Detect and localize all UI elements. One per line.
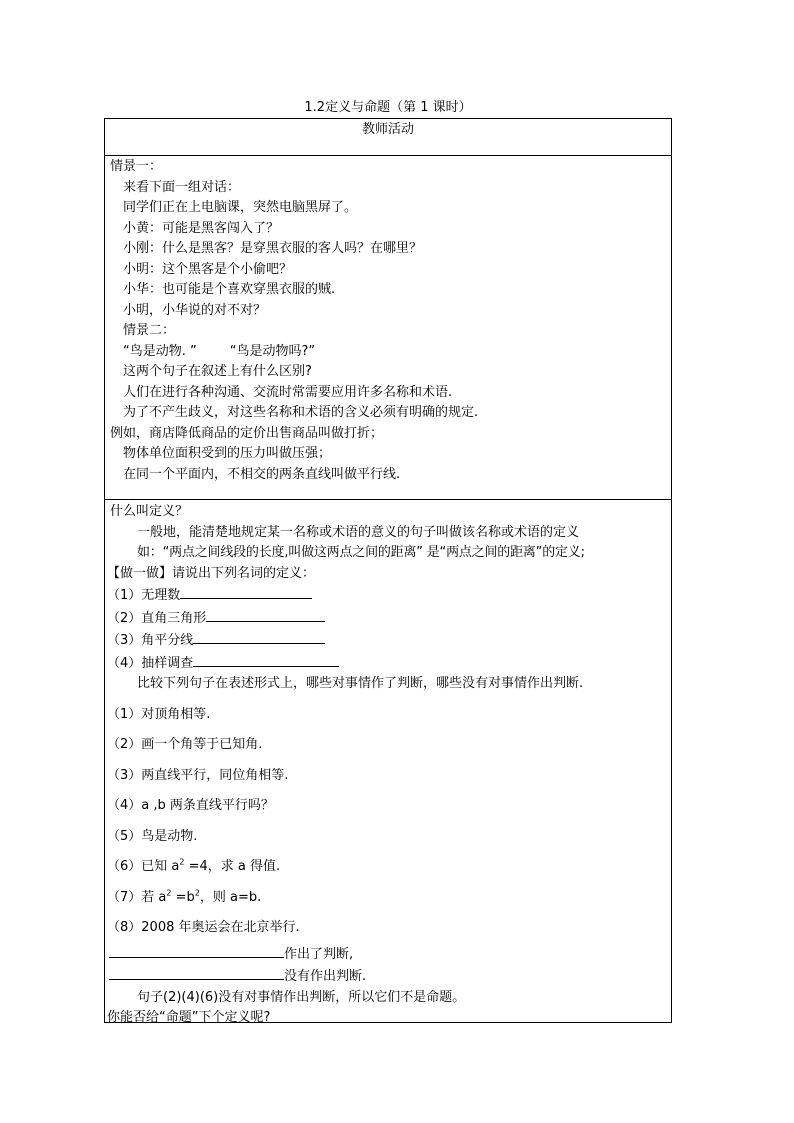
judged-line — [105, 943, 671, 966]
sentence-item: （4）a ,b 两条直线平行吗？ — [107, 798, 274, 813]
answer-blank[interactable] — [180, 584, 312, 599]
definition-section — [105, 500, 671, 1025]
text-line: 物体单位面积受到的压力叫做压强； — [123, 446, 332, 461]
term-label: （3）角平分线 — [107, 633, 194, 648]
scenario-one-heading: 情景一： — [110, 159, 163, 174]
definition-example: 如：“两点之间线段的长度,叫做这两点之间的距离” 是“两点之间的距离”的定义; — [137, 545, 585, 560]
judged-blank[interactable] — [109, 943, 284, 958]
term-item — [105, 629, 671, 652]
text-line: 为了不产生歧义，对这些名称和术语的含义必须有明确的规定. — [123, 405, 479, 420]
exponent: 2 — [166, 888, 172, 898]
not-judged-label: 没有作出判断. — [284, 969, 367, 984]
dialogue-line: 小刚：什么是黑客？是穿黑衣服的客人吗？在哪里？ — [123, 241, 423, 256]
lesson-table — [104, 118, 672, 1023]
answer-blank[interactable] — [206, 607, 325, 622]
scenario-two-heading: 情景二： — [123, 323, 176, 338]
text-line: 在同一个平面内，不相交的两条直线叫做平行线. — [123, 466, 401, 482]
sentence-text: =4，求 a 得值. — [184, 859, 281, 874]
term-label: （4）抽样调查 — [107, 655, 194, 671]
definition-text: 一般地，能清楚地规定某一名称或术语的意义的句子叫做该名称或术语的定义 — [137, 524, 580, 540]
term-label: （2）直角三角形 — [107, 610, 207, 626]
dialogue-line: 小华：也可能是个喜欢穿黑衣服的贼. — [123, 282, 336, 297]
sentence-text: （6）已知 a — [107, 859, 180, 874]
sentence-text: ，则 a=b. — [199, 889, 262, 905]
sentence-text: =b — [171, 889, 195, 905]
term-item — [105, 652, 671, 675]
text-line: 这两个句子在叙述上有什么区别? — [123, 364, 312, 379]
not-judged-blank[interactable] — [109, 965, 284, 980]
exercise-heading: 【做一做】请说出下列名词的定义： — [107, 565, 316, 581]
sentence-item: （5）鸟是动物. — [107, 828, 198, 844]
answer-blank[interactable] — [193, 629, 325, 644]
text-line: 例如，商店降低商品的定价出售商品叫做打折； — [110, 425, 384, 441]
sentence-item: （2）画一个角等于已知角. — [107, 737, 263, 752]
dialogue-line: 小明，小华说的对不对？ — [123, 302, 267, 318]
page-title: 1.2定义与命题（第 1 课时） — [304, 100, 472, 115]
judged-label: 作出了判断, — [284, 946, 354, 962]
final-question: 你能否给“命题”下个定义呢? — [107, 1010, 271, 1025]
sentence-item: （3）两直线平行，同位角相等. — [107, 767, 289, 783]
sentence-item: （1）对顶角相等. — [107, 706, 211, 722]
definition-question: 什么叫定义？ — [110, 504, 189, 519]
text-line: 人们在进行各种沟通、交流时常需要应用许多名称和术语. — [123, 384, 453, 400]
answer-blank[interactable] — [193, 652, 339, 667]
exponent: 2 — [194, 888, 200, 898]
sentence-item: （8）2008 年奥运会在北京举行. — [107, 920, 300, 935]
exponent: 2 — [179, 857, 185, 867]
sentence-item — [105, 857, 671, 878]
text-line: 来看下面一组对话： — [123, 179, 241, 195]
text-line: 同学们正在上电脑课，突然电脑黑屏了。 — [123, 200, 358, 215]
table-header-teacher-activity: 教师活动 — [105, 119, 671, 156]
term-label: （1）无理数 — [107, 588, 181, 603]
sentence-item — [105, 888, 671, 909]
sentence-text: （7）若 a — [107, 889, 167, 905]
compare-instruction: 比较下列句子在表述形式上，哪些对事情作了判断，哪些没有对事情作出判断. — [137, 676, 584, 691]
quote-line: “鸟是动物. ” “鸟是动物吗?” — [123, 343, 316, 359]
dialogue-line: 小明：这个黑客是个小偷吧？ — [123, 261, 293, 277]
term-item — [105, 607, 671, 630]
term-item — [105, 584, 671, 607]
conclusion-text: 句子(2)(4)(6)没有对事情作出判断，所以它们不是命题。 — [137, 989, 466, 1005]
scenario-section — [105, 155, 671, 500]
not-judged-line — [105, 965, 671, 988]
dialogue-line: 小黄：可能是黑客闯入了？ — [123, 220, 280, 236]
